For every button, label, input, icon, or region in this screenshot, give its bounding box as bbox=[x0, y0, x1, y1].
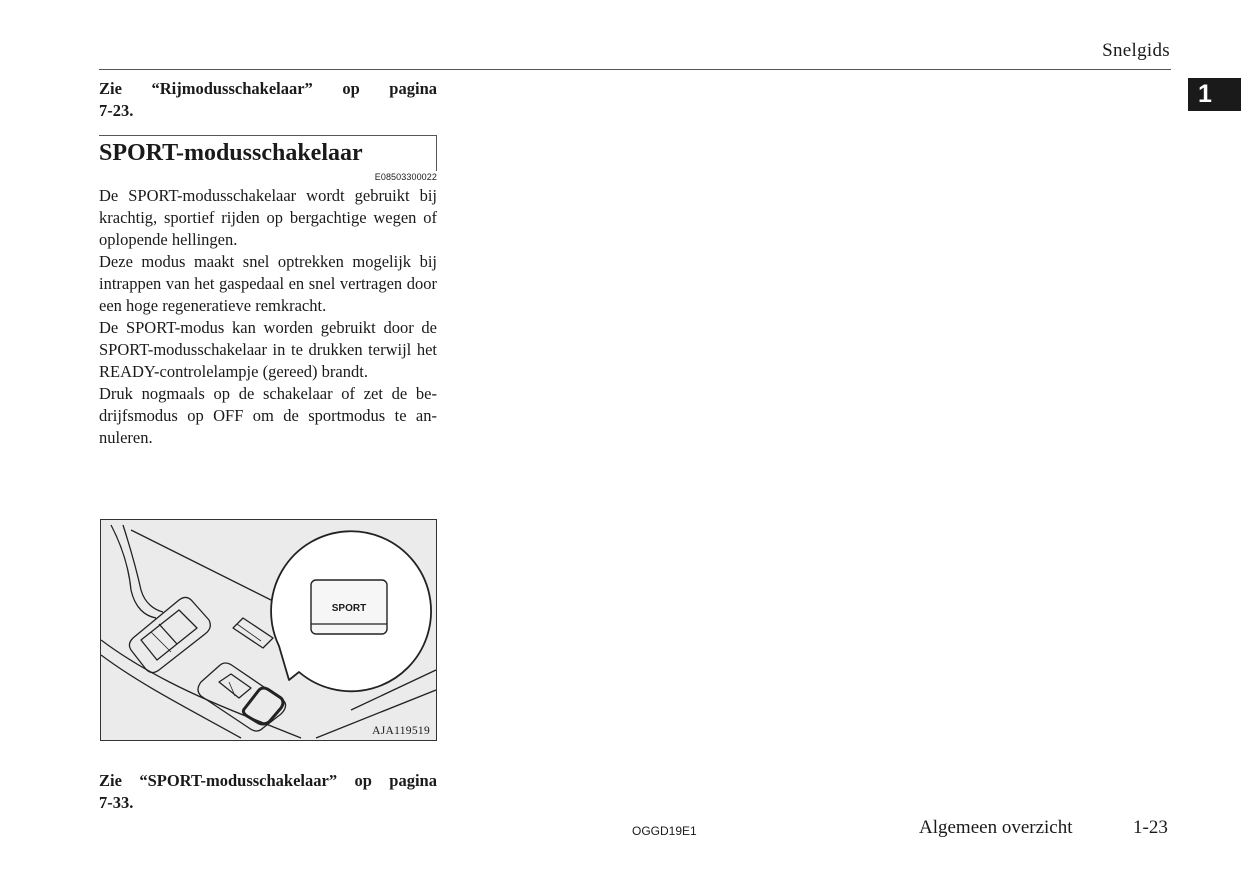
chapter-tab: 1 bbox=[1188, 78, 1241, 111]
header-rule bbox=[99, 69, 1171, 70]
cross-reference-line: Zie “Rijmodusschakelaar” op pagina bbox=[99, 79, 437, 98]
body-text bbox=[99, 185, 437, 449]
figure-code: AJA119519 bbox=[372, 725, 430, 737]
section-heading: SPORT-modusschakelaar bbox=[99, 135, 437, 171]
sport-button-closeup bbox=[311, 580, 387, 634]
console-drawing bbox=[101, 520, 436, 740]
page-number: 1-23 bbox=[1133, 817, 1168, 838]
paragraph: De SPORT-modusschakelaar wordt gebruikt bij krachtig, sportief rijden op bergachtige wegen of oplopende hellingen. bbox=[99, 186, 437, 249]
cross-reference-page: 7-33. bbox=[99, 793, 134, 812]
sport-button-label: SPORT bbox=[331, 603, 367, 614]
running-header-title: Snelgids bbox=[1102, 40, 1170, 61]
sport-switch-illustration bbox=[100, 519, 437, 741]
document-code: OGGD19E1 bbox=[632, 824, 697, 838]
cross-reference-line: Zie “SPORT-modusschakelaar” op pagina bbox=[99, 771, 437, 790]
paragraph: De SPORT-modus kan worden gebruikt door de SPORT-modusschakelaar in te drukken terwijl het READY-controlelampje (gereed) brandt. bbox=[99, 318, 437, 381]
paragraph: Deze modus maakt snel optrekken mogelijk bij intrappen van het gaspedaal en snel vertragen door een hoge regeneratieve remkracht. bbox=[99, 252, 437, 315]
section-code: E08503300022 bbox=[374, 172, 437, 182]
paragraph: Druk nogmaals op de schakelaar of zet de bedrijfsmodus op OFF om de sportmodus te annuleren. bbox=[99, 384, 437, 447]
footer-section-name: Algemeen overzicht bbox=[919, 817, 1073, 838]
cross-reference-page: 7-23. bbox=[99, 101, 134, 120]
